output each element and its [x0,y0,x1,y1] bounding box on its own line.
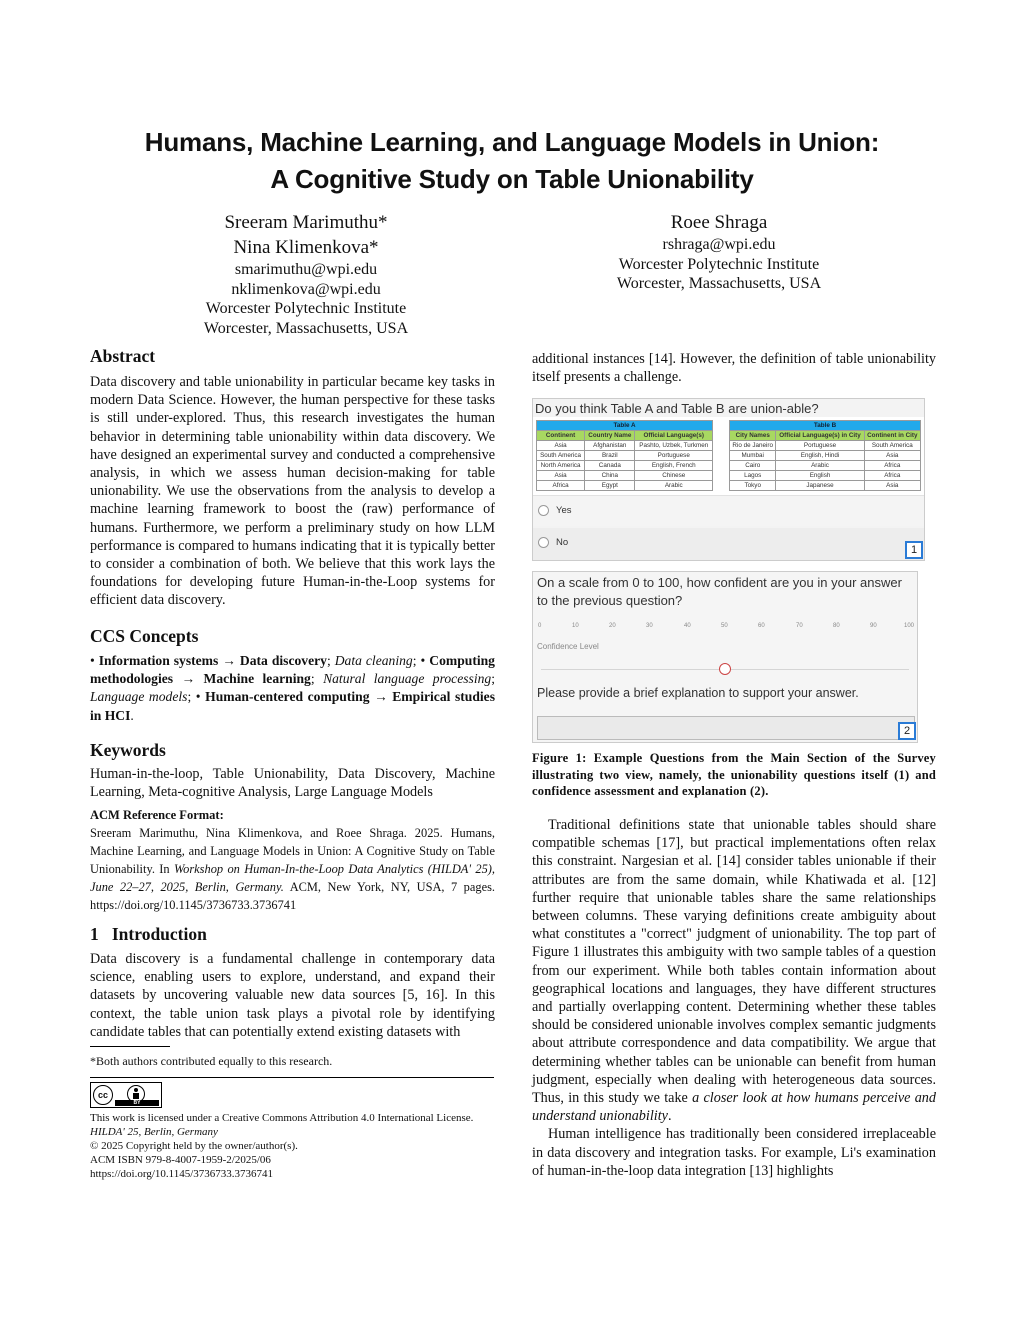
table-header: Official Language(s) [635,431,713,441]
ccs-bullet: • [195,689,201,705]
acm-ref-rest: ACM, New York, NY, USA, 7 pages. https://doi.org/10.1145/3736733.3736741 [90,880,495,913]
table-cell: Afghanistan [585,441,635,451]
author-block-right [590,210,848,294]
table-cell: Africa [537,481,585,491]
acm-ref-venue: Workshop on Human-In-the-Loop Data Analytics (HILDA' 25), June 22–27, 2025, Berlin, Germany. [90,862,495,895]
table-cell: Arabic [635,481,713,491]
right-column-body [532,816,936,1180]
table-cell: Pashto, Uzbek, Turkmen [635,441,713,451]
question-unionable: Do you think Table A and Table B are union-able? [535,401,819,416]
table-cell: Lagos [730,471,776,481]
cc-icon: cc [93,1085,113,1105]
footnote-rule [90,1046,170,1047]
question-explanation: Please provide a brief explanation to support your answer. [537,686,859,700]
table-cell: English, Hindi [776,451,864,461]
ccs-text: • Information systems → Data discovery; Data cleaning; • Computing methodologies → Machine learning; Natural language processing; Language models; • Human-centered computing → Empirical studies in HCI. [90,653,495,723]
table-b-title: Table B [730,421,921,431]
section-title: Introduction [111,924,207,944]
table-header: Continent [537,431,585,441]
acm-ref-heading: ACM Reference Format: [90,808,224,822]
table-cell: Asia [864,451,920,461]
author-name: Nina Klimenkova* [233,237,379,258]
scale-tick: 60 [758,623,765,629]
ccs-term: Language models [90,689,188,705]
paper-title-line1: Humans, Machine Learning, and Language Models in Union: [144,127,880,157]
table-cell: Rio de Janeiro [730,441,776,451]
table-cell: South America [537,451,585,461]
table-row [730,481,921,491]
table-cell: Tokyo [730,481,776,491]
table-cell: English [776,471,864,481]
option-no-label: No [556,537,569,549]
option-no[interactable] [533,528,924,560]
figure-badge-1: 1 [905,541,923,559]
survey-question-panel-1 [532,398,925,561]
paragraph [532,816,936,1125]
ccs-heading: CCS Concepts [90,626,199,646]
abstract-text: Data discovery and table unionability in particular became key tasks in modern Data Science. However, the human perspective for these tasks is still under-explored. Thus, this research investigates the human behavior in determining table unionability within data discovery. We have designed an experimental survey and conducted a comprehensive analysis, in which we assess human decision-making for table unionability. We use the observations from the analysis to develop a machine learning framework to boost the (raw) performance of humans. Furthermore, we perform a preliminary study on how LLM performance is compared to humans indicating that it is typically better to consider a combination of both. We believe that this work lays the foundations for developing future Human-in-the-Loop systems for efficient data discovery. [90,374,496,609]
author-email[interactable]: smarimuthu@wpi.edu [234,261,378,278]
table-cell: Canada [585,461,635,471]
table-row [730,441,921,451]
ccs-term: Data cleaning [334,653,413,668]
survey-question-panel-2 [532,571,918,743]
radio-no[interactable] [538,537,549,548]
by-label: BY [115,1100,159,1106]
author-name: Sreeram Marimuthu* [224,212,388,233]
table-b [729,420,921,491]
scale-tick: 30 [646,623,653,629]
cc-by-badge[interactable] [90,1082,162,1108]
author-location: Worcester, Massachusetts, USA [616,275,822,292]
slider-label: Confidence Level [537,642,599,651]
ccs-bullet: • [90,653,95,668]
scale-tick: 70 [796,623,803,629]
paragraph: Human intelligence has traditionally been considered irreplaceable in data discovery and integration tasks. For example, Li's examination of human-in-the-loop data integration [13] highlights [532,1126,936,1179]
paper-title-line2: A Cognitive Study on Table Unionability [270,164,754,194]
author-block-left [150,210,462,338]
table-header: City Names [730,431,776,441]
table-cell: Mumbai [730,451,776,461]
author-location: Worcester, Massachusetts, USA [203,319,409,337]
table-row [730,471,921,481]
table-cell: Portuguese [776,441,864,451]
table-header: Official Language(s) in City [776,431,864,441]
table-cell: English, French [635,461,713,471]
section-number: 1 [90,924,99,944]
ccs-term: Information systems → Data discovery [98,653,327,668]
intro-text: Data discovery is a fundamental challenge in contemporary data science, enabling users to explore, understand, and expand their datasets by uncovering valuable new data sources [5, 16]. In this context, the table union task plays a pivotal role by identifying candidate tables that can potentially extend existing datasets with [90,951,495,1040]
ccs-term: Computing methodologies → Machine learning [90,653,495,687]
ccs-bullet: • [420,653,426,668]
table-cell: Egypt [585,481,635,491]
keywords-text: Human-in-the-loop, Table Unionability, Data Discovery, Machine Learning, Meta-cognitive Analysis, Large Language Models [90,766,495,801]
table-row [537,471,713,481]
table-row [537,451,713,461]
figure-caption: Figure 1: Example Questions from the Main Section of the Survey illustrating two view, namely, the unionability questions itself (1) and confidence assessment and explanation (2). [532,751,936,798]
scale-tick: 20 [609,623,616,629]
scale-tick: 0 [538,623,542,629]
license-block [90,1111,473,1181]
table-header: Country Name [585,431,635,441]
table-cell: Chinese [635,471,713,481]
table-cell: Japanese [776,481,864,491]
keywords-heading: Keywords [90,740,166,760]
table-header: Continent in City [864,431,920,441]
table-cell: Portuguese [635,451,713,461]
author-email[interactable]: rshraga@wpi.edu [662,236,776,253]
ccs-term: Natural language processing [323,671,492,687]
table-row [537,481,713,491]
option-yes[interactable] [533,495,924,526]
confidence-scale-ticks [538,623,915,631]
scale-tick: 40 [684,623,691,629]
table-cell: Asia [537,441,585,451]
explanation-input[interactable] [537,716,915,740]
scale-tick: 100 [904,623,915,629]
scale-tick: 10 [572,623,579,629]
table-cell: Asia [864,481,920,491]
option-yes-label: Yes [556,505,572,517]
radio-yes[interactable] [538,505,549,516]
table-cell: China [585,471,635,481]
abstract-heading: Abstract [90,346,156,366]
table-cell: Brazil [585,451,635,461]
intro-heading [90,924,207,945]
license-line: © 2025 Copyright held by the owner/author(s). [90,1140,298,1152]
paragraph-emphasis: a closer look at how humans perceive and understand unionability [532,1090,936,1125]
right-column-top-text: additional instances [14]. However, the definition of table unionability itself presents a challenge. [532,351,936,386]
author-email[interactable]: nklimenkova@wpi.edu [231,280,381,298]
table-a-title: Table A [537,421,713,431]
license-line: This work is licensed under a Creative Commons Attribution 4.0 International License. [90,1112,474,1124]
table-cell: North America [537,461,585,471]
scale-tick: 50 [721,623,728,629]
scale-tick: 80 [833,623,840,629]
table-cell: Africa [864,461,920,471]
acm-ref-text [90,824,495,914]
license-doi[interactable]: https://doi.org/10.1145/3736733.3736741 [90,1168,274,1180]
paragraph-text: Traditional definitions state that unionable tables should share compatible schemas [17], but practical implementations often relax this constraint. Nargesian et al. [14] consider tables unionable if their attributes are from the same domain, while Khatiwada et al. [12] further require that unionable tables share the same relationships between columns. These varying definitions create ambiguity about what constitutes a "correct" judgment of unionability. The top part of Figure 1 illustrates this ambiguity with two sample tables of a question from our experiment. While both tables contain information about geographical locations and languages, they have different structures and partially overlapping content. Determining whether these tables should be considered unionable involves complex semantic judgments about attribute correspondence and data compatibility. We argue that determining whether tables can be unionable can benefit from human judgment, especially when dealing with heterogeneous data sources. Thus, in this study we take [532,817,936,1107]
table-cell: South America [864,441,920,451]
scale-tick: 90 [870,623,877,629]
author-name: Roee Shraga [670,212,768,233]
table-a-wrap [536,420,713,491]
confidence-slider-handle[interactable] [719,663,731,675]
table-a [536,420,713,491]
author-affiliation: Worcester Polytechnic Institute [618,255,820,273]
paragraph-text: . [667,1108,672,1125]
table-b-wrap [729,420,921,491]
ccs-term: Human-centered computing → Empirical studies in HCI [90,689,495,723]
table-cell: Cairo [730,461,776,471]
question-confidence: On a scale from 0 to 100, how confident are you in your answer to the previous question? [537,575,902,608]
table-row [730,451,921,461]
table-row [537,461,713,471]
table-cell: Africa [864,471,920,481]
figure-badge-2: 2 [898,722,916,740]
author-affiliation: Worcester Polytechnic Institute [205,300,407,317]
license-rule [90,1077,494,1078]
acm-ref-authors: Sreeram Marimuthu, Nina Klimenkova, and Roee Shraga. 2025. Humans, Machine Learning, and Language Models in Union: A Cognitive Study on Table Unionability. In [90,826,495,877]
table-row [537,441,713,451]
table-row [730,461,921,471]
table-cell: Asia [537,471,585,481]
table-cell: Arabic [776,461,864,471]
license-venue: HILDA' 25, Berlin, Germany [90,1126,218,1138]
license-isbn: ACM ISBN 979-8-4007-1959-2/2025/06 [90,1154,271,1166]
footnote: *Both authors contributed equally to this research. [90,1054,333,1068]
